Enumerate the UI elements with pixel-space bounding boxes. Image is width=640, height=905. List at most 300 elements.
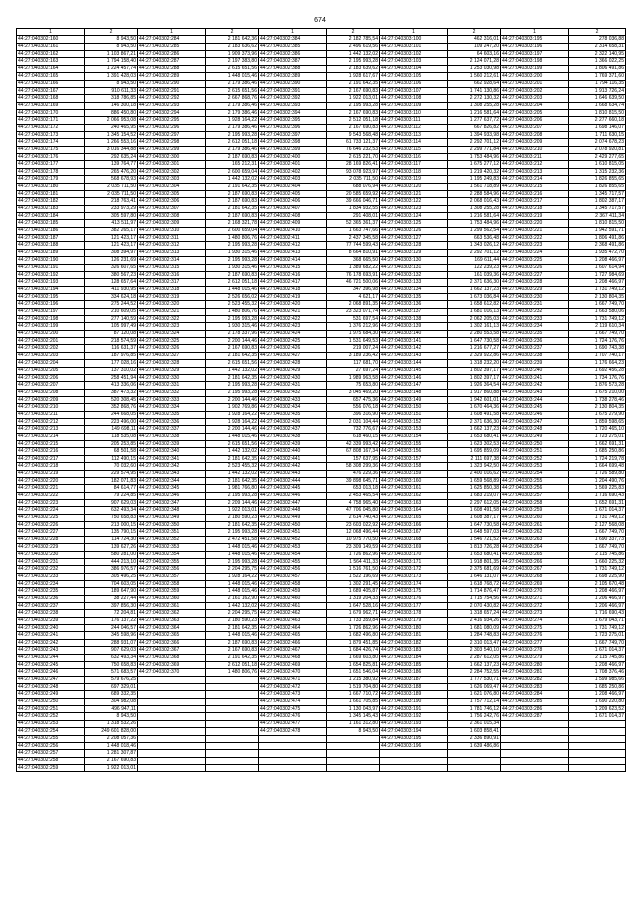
cadastral-value-cell: 2 179 386,46 — [206, 124, 259, 131]
cadastral-value-cell: 657 475,36 — [327, 396, 380, 403]
table-row — [17, 338, 626, 345]
table-row — [17, 257, 626, 264]
cadastral-value-cell: 1 667 749,70 — [569, 639, 626, 646]
cadastral-value-cell: 1 922 013,01 — [327, 95, 380, 102]
cadastral-number-cell: 44:27:040303:207 — [501, 124, 569, 131]
cadastral-number-cell: 44:27:040302:184 — [17, 212, 85, 219]
cadastral-value-cell: 2 105 670,48 — [569, 580, 626, 587]
cadastral-number-cell: 44:27:040302:213 — [17, 426, 85, 433]
cadastral-number-cell: 44:27:040303:130 — [380, 257, 448, 264]
cadastral-number-cell: 44:27:040302:291 — [138, 87, 206, 94]
cadastral-number-cell: 44:27:040302:209 — [17, 396, 85, 403]
cadastral-number-cell: 44:27:040303:248 — [501, 426, 569, 433]
cadastral-value-cell: 122 239,23 — [448, 264, 501, 271]
cadastral-number-cell: 44:27:040302:171 — [17, 117, 85, 124]
cadastral-number-cell: 44:27:040302:478 — [259, 728, 327, 735]
cadastral-number-cell: 44:27:040302:307 — [138, 205, 206, 212]
cadastral-number-cell: 44:27:040302:423 — [259, 323, 327, 330]
cadastral-number-cell: 44:27:040302:220 — [17, 477, 85, 484]
cadastral-value-cell: 2 181 642,35 — [206, 205, 259, 212]
cadastral-number-cell: 44:27:040302:249 — [17, 691, 85, 698]
cadastral-number-cell: 44:27:040303:145 — [380, 367, 448, 374]
cadastral-number-cell: 44:27:040302:462 — [259, 610, 327, 617]
table-row — [17, 617, 626, 624]
cadastral-number-cell: 44:27:040302:303 — [138, 176, 206, 183]
cadastral-number-cell: 44:27:040302:257 — [17, 750, 85, 757]
cadastral-number-cell: 44:27:040303:190 — [380, 698, 448, 705]
table-row — [17, 345, 626, 352]
cadastral-value-cell — [206, 757, 259, 764]
cadastral-number-cell: 44:27:040302:392 — [259, 95, 327, 102]
cadastral-value-cell: 2 068 016,43 — [448, 198, 501, 205]
cadastral-value-cell: 2 195 993,28 — [206, 529, 259, 536]
cadastral-number-cell: 44:27:040303:134 — [380, 286, 448, 293]
cadastral-value-cell: 1 208 466,97 — [569, 257, 626, 264]
table-row — [17, 176, 626, 183]
cadastral-number-cell: 44:27:040303:252 — [501, 455, 569, 462]
cadastral-value-cell: 1 448 018,46 — [85, 742, 138, 749]
cadastral-number-cell: 44:27:040302:300 — [138, 154, 206, 161]
cadastral-value-cell: 42 339 993,42 — [327, 441, 380, 448]
cadastral-value-cell: 27 697,24 — [327, 367, 380, 374]
cadastral-number-cell: 44:27:040302:353 — [138, 544, 206, 551]
cadastral-number-cell: 44:27:040303:113 — [380, 132, 448, 139]
cadastral-value-cell: 2 292 701,12 — [448, 249, 501, 256]
cadastral-number-cell: 44:27:040302:319 — [138, 293, 206, 300]
cadastral-value-cell: 1 442 132,02 — [327, 51, 380, 58]
cadastral-value-cell: 182 071,83 — [85, 477, 138, 484]
cadastral-number-cell: 44:27:040303:284 — [501, 691, 569, 698]
cadastral-value-cell: 2 035 711,50 — [85, 190, 138, 197]
cadastral-value-cell: 334 624,18 — [85, 293, 138, 300]
cadastral-number-cell: 44:27:040302:241 — [17, 632, 85, 639]
cadastral-number-cell: 44:27:040302:425 — [259, 338, 327, 345]
table-row — [17, 639, 626, 646]
cadastral-number-cell: 44:27:040302:219 — [17, 470, 85, 477]
cadastral-value-cell: 1 618 768,72 — [448, 580, 501, 587]
cadastral-value-cell: 1 266 553,16 — [85, 139, 138, 146]
cadastral-number-cell: 44:27:040303:184 — [380, 654, 448, 661]
cadastral-number-cell: 44:27:040303:165 — [380, 514, 448, 521]
table-row — [17, 396, 626, 403]
cadastral-value-cell: 20 585 659,92 — [327, 190, 380, 197]
cadastral-value-cell: 1 720 465,10 — [569, 426, 626, 433]
cadastral-value-cell: 229 574,95 — [85, 470, 138, 477]
cadastral-number-cell: 44:27:040302:450 — [259, 522, 327, 529]
cadastral-value-cell: 1 671 014,37 — [569, 713, 626, 720]
cadastral-number-cell: 44:27:040302:413 — [259, 249, 327, 256]
cadastral-number-cell: 44:27:040303:226 — [501, 264, 569, 271]
cadastral-number-cell: 44:27:040303:112 — [380, 124, 448, 131]
cadastral-number-cell: 44:27:040302:320 — [138, 301, 206, 308]
cadastral-number-cell: 44:27:040302:322 — [138, 316, 206, 323]
cadastral-value-cell: 476 229,36 — [327, 470, 380, 477]
cadastral-value-cell: 8 943,50 — [327, 728, 380, 735]
cadastral-number-cell: 44:27:040303:177 — [380, 603, 448, 610]
cadastral-number-cell: 44:27:040302:295 — [138, 117, 206, 124]
cadastral-number-cell: 44:27:040302:226 — [17, 522, 85, 529]
cadastral-value-cell: 1 708 376,46 — [569, 669, 626, 676]
cadastral-value-cell: 1 690 220,80 — [569, 698, 626, 705]
cadastral-number-cell: 44:27:040302:407 — [259, 205, 327, 212]
cadastral-number-cell: 44:27:040302:341 — [138, 455, 206, 462]
cadastral-number-cell: 44:27:040303:279 — [501, 654, 569, 661]
cadastral-number-cell: 44:27:040302:449 — [259, 514, 327, 521]
cadastral-number-cell: 44:27:040302:410 — [259, 227, 327, 234]
cadastral-number-cell: 44:27:040303:117 — [380, 161, 448, 168]
table-row — [17, 588, 626, 595]
cadastral-number-cell: 44:27:040302:433 — [259, 396, 327, 403]
cadastral-number-cell: 44:27:040302:337 — [138, 426, 206, 433]
cadastral-number-cell: 44:27:040302:206 — [17, 374, 85, 381]
table-row — [17, 507, 626, 514]
cadastral-number-cell: 44:27:040303:193 — [380, 720, 448, 727]
cadastral-value-cell: 2 612 051,18 — [206, 661, 259, 668]
cadastral-number-cell: 44:27:040302:180 — [17, 183, 85, 190]
cadastral-value-cell: 2 204 295,75 — [206, 566, 259, 573]
cadastral-number-cell: 44:27:040303:125 — [380, 220, 448, 227]
cadastral-value-cell: 9 543 568,48 — [327, 132, 380, 139]
cadastral-number-cell: 44:27:040303:157 — [380, 455, 448, 462]
cadastral-number-cell: 44:27:040303:116 — [380, 154, 448, 161]
cadastral-value-cell: 1 569 225,83 — [569, 485, 626, 492]
cadastral-value-cell: 189 647,90 — [85, 588, 138, 595]
table-row — [17, 87, 626, 94]
cadastral-value-cell: 2 078 920,81 — [569, 146, 626, 153]
cadastral-number-cell: 44:27:040303:192 — [380, 713, 448, 720]
cadastral-number-cell: 44:27:040303:159 — [380, 470, 448, 477]
cadastral-value-cell: 662 928,64 — [448, 80, 501, 87]
cadastral-value-cell: 1 277 637,72 — [448, 117, 501, 124]
cadastral-value-cell: 1 560 212,61 — [448, 73, 501, 80]
cadastral-number-cell: 44:27:040303:174 — [380, 580, 448, 587]
cadastral-value-cell: 1 726 862,96 — [327, 625, 380, 632]
cadastral-number-cell: 44:27:040302:454 — [259, 551, 327, 558]
cadastral-number-cell: 44:27:040303:263 — [501, 536, 569, 543]
column-header: 2 — [85, 29, 138, 36]
table-row — [17, 632, 626, 639]
cadastral-number-cell: 44:27:040302:255 — [17, 735, 85, 742]
cadastral-number-cell: 44:27:040302:361 — [138, 603, 206, 610]
cadastral-number-cell: 44:27:040302:473 — [259, 691, 327, 698]
cadastral-number-cell: 44:27:040303:104 — [380, 65, 448, 72]
cadastral-value-cell: 396 316,90 — [327, 411, 380, 418]
cadastral-number-cell: 44:27:040303:271 — [501, 595, 569, 602]
cadastral-number-cell: 44:27:040303:105 — [380, 73, 448, 80]
cadastral-value-cell: 1 695 859,09 — [448, 448, 501, 455]
cadastral-number-cell: 44:27:040302:340 — [138, 448, 206, 455]
cadastral-value-cell: 2 288 584,96 — [448, 190, 501, 197]
cadastral-number-cell: 44:27:040302:163 — [17, 58, 85, 65]
cadastral-value-cell: 1 727 984,69 — [569, 271, 626, 278]
cadastral-number-cell: 44:27:040303:253 — [501, 463, 569, 470]
cadastral-value-cell: 1 731 749,12 — [569, 316, 626, 323]
cadastral-number-cell: 44:27:040303:286 — [501, 706, 569, 713]
cadastral-value-cell: 1 647 730,58 — [448, 522, 501, 529]
cadastral-number-cell: 44:27:040303:156 — [380, 448, 448, 455]
cadastral-value-cell: 1 802 397,17 — [448, 374, 501, 381]
cadastral-number-cell: 44:27:040303:256 — [501, 485, 569, 492]
cadastral-number-cell: 44:27:040302:456 — [259, 566, 327, 573]
cadastral-number-cell: 44:27:040302:323 — [138, 323, 206, 330]
cadastral-number-cell: 44:27:040302:333 — [138, 396, 206, 403]
cadastral-value-cell: 2 181 642,35 — [206, 352, 259, 359]
cadastral-value-cell: 2 195 993,28 — [327, 58, 380, 65]
cadastral-value-cell — [569, 764, 626, 771]
cadastral-number-cell: 44:27:040303:167 — [380, 529, 448, 536]
cadastral-number-cell: 44:27:040302:256 — [17, 742, 85, 749]
cadastral-number-cell — [138, 713, 206, 720]
cadastral-value-cell: 520 308,45 — [85, 396, 138, 403]
cadastral-value-cell: 1 879 451,85 — [327, 639, 380, 646]
cadastral-number-cell: 44:27:040303:131 — [380, 264, 448, 271]
cadastral-number-cell: 44:27:040302:400 — [259, 154, 327, 161]
table-row — [17, 470, 626, 477]
cadastral-value-cell: 23 603 022,92 — [327, 522, 380, 529]
table-row — [17, 316, 626, 323]
cadastral-value-cell: 1 621 076,80 — [448, 691, 501, 698]
cadastral-number-cell: 44:27:040303:287 — [501, 713, 569, 720]
cadastral-number-cell: 44:27:040302:403 — [259, 176, 327, 183]
cadastral-value-cell: 291 408,01 — [327, 212, 380, 219]
table-row — [17, 750, 626, 757]
cadastral-value-cell — [206, 728, 259, 735]
cadastral-value-cell: 149 698,11 — [85, 426, 138, 433]
cadastral-number-cell: 44:27:040303:215 — [501, 183, 569, 190]
cadastral-number-cell: 44:27:040303:144 — [380, 360, 448, 367]
cadastral-value-cell: 1 781 746,12 — [448, 706, 501, 713]
cadastral-number-cell: 44:27:040303:196 — [501, 43, 569, 50]
cadastral-value-cell: 1 917 860,88 — [448, 389, 501, 396]
cadastral-number-cell: 44:27:040302:166 — [17, 80, 85, 87]
cadastral-value-cell: 2 161 162,90 — [206, 595, 259, 602]
cadastral-number-cell: 44:27:040302:457 — [259, 573, 327, 580]
table-row — [17, 271, 626, 278]
cadastral-number-cell: 44:27:040303:245 — [501, 404, 569, 411]
cadastral-number-cell: 44:27:040303:265 — [501, 551, 569, 558]
table-row — [17, 205, 626, 212]
cadastral-number-cell: 44:27:040303:121 — [380, 190, 448, 197]
cadastral-value-cell: 1 448 015,46 — [206, 551, 259, 558]
cadastral-number-cell: 44:27:040302:287 — [138, 58, 206, 65]
cadastral-value-cell: 1 302 291,45 — [327, 580, 380, 587]
cadastral-number-cell: 44:27:040303:209 — [501, 139, 569, 146]
cadastral-number-cell: 44:27:040303:164 — [380, 507, 448, 514]
cadastral-value-cell: 1 975 684,30 — [327, 330, 380, 337]
cadastral-number-cell: 44:27:040303:178 — [380, 610, 448, 617]
cadastral-number-cell: 44:27:040302:259 — [17, 764, 85, 771]
cadastral-number-cell: 44:27:040302:396 — [259, 124, 327, 131]
cadastral-value-cell: 1 928 164,22 — [206, 411, 259, 418]
cadastral-value-cell: 2 368 491,86 — [569, 242, 626, 249]
table-row — [17, 139, 626, 146]
cadastral-value-cell: 444 213,10 — [85, 558, 138, 565]
cadastral-number-cell: 44:27:040303:228 — [501, 279, 569, 286]
cadastral-value-cell: 1 918 801,35 — [448, 558, 501, 565]
cadastral-number-cell: 44:27:040302:288 — [138, 65, 206, 72]
table-row — [17, 558, 626, 565]
cadastral-number-cell — [259, 750, 327, 757]
table-row — [17, 264, 626, 271]
cadastral-value-cell: 1 653 680,41 — [448, 551, 501, 558]
cadastral-number-cell: 44:27:040302:416 — [259, 271, 327, 278]
cadastral-value-cell: 1 667 749,70 — [569, 301, 626, 308]
cadastral-value-cell: 1 662 137,23 — [448, 286, 501, 293]
cadastral-value-cell: 618 460,15 — [327, 433, 380, 440]
cadastral-value-cell: 1 302 161,13 — [448, 323, 501, 330]
cadastral-number-cell — [501, 757, 569, 764]
cadastral-number-cell: 44:27:040302:406 — [259, 198, 327, 205]
column-header: 1 — [259, 29, 327, 36]
cadastral-value-cell: 38 227,44 — [85, 595, 138, 602]
table-row — [17, 728, 626, 735]
cadastral-value-cell: 1 685 250,86 — [569, 448, 626, 455]
cadastral-value-cell: 411 930,95 — [85, 286, 138, 293]
cadastral-number-cell: 44:27:040302:395 — [259, 117, 327, 124]
cadastral-value-cell: 1 448 015,46 — [206, 433, 259, 440]
cadastral-value-cell — [206, 750, 259, 757]
cadastral-number-cell: 44:27:040302:348 — [138, 507, 206, 514]
cadastral-number-cell: 44:27:040303:142 — [380, 345, 448, 352]
cadastral-number-cell: 44:27:040302:438 — [259, 433, 327, 440]
cadastral-value-cell: 2 195 993,28 — [206, 382, 259, 389]
table-row — [17, 441, 626, 448]
cadastral-number-cell: 44:27:040302:231 — [17, 558, 85, 565]
cadastral-value-cell: 1 935 472,70 — [569, 249, 626, 256]
table-row — [17, 595, 626, 602]
cadastral-number-cell: 44:27:040302:325 — [138, 338, 206, 345]
cadastral-number-cell: 44:27:040303:114 — [380, 139, 448, 146]
table-row — [17, 146, 626, 153]
cadastral-number-cell: 44:27:040302:232 — [17, 566, 85, 573]
cadastral-value-cell: 380 567,23 — [85, 271, 138, 278]
cadastral-number-cell: 44:27:040302:428 — [259, 360, 327, 367]
cadastral-number-cell: 44:27:040303:221 — [501, 227, 569, 234]
cadastral-value-cell: 1 777 530,71 — [448, 676, 501, 683]
cadastral-value-cell: 688 076,94 — [327, 183, 380, 190]
cadastral-value-cell: 1 660 225,32 — [569, 558, 626, 565]
cadastral-number-cell: 44:27:040302:331 — [138, 382, 206, 389]
cadastral-number-cell: 44:27:040302:471 — [259, 676, 327, 683]
cadastral-number-cell: 44:27:040303:237 — [501, 345, 569, 352]
cadastral-number-cell: 44:27:040302:335 — [138, 411, 206, 418]
cadastral-value-cell — [206, 676, 259, 683]
cadastral-number-cell — [138, 676, 206, 683]
cadastral-value-cell: 305 597,80 — [85, 212, 138, 219]
table-row — [17, 661, 626, 668]
cadastral-value-cell: 2 119 610,34 — [569, 323, 626, 330]
cadastral-value-cell: 886 450,80 — [85, 109, 138, 116]
cadastral-value-cell: 1 681 016,13 — [448, 308, 501, 315]
cadastral-value-cell: 28 169 826,41 — [327, 161, 380, 168]
cadastral-value-cell: 1 806 491,86 — [569, 65, 626, 72]
cadastral-number-cell: 44:27:040302:304 — [138, 183, 206, 190]
cadastral-value-cell: 2 195 993,28 — [206, 316, 259, 323]
cadastral-number-cell: 44:27:040302:388 — [259, 65, 327, 72]
cadastral-value-cell: 2 195 993,28 — [206, 558, 259, 565]
cadastral-value-cell: 1 208 466,97 — [569, 279, 626, 286]
cadastral-value-cell: 2 066 953,08 — [85, 117, 138, 124]
table-row — [17, 109, 626, 116]
cadastral-value-cell: 1 480 806,76 — [206, 669, 259, 676]
cadastral-value-cell: 1 608 387,17 — [448, 514, 501, 521]
cadastral-number-cell — [380, 764, 448, 771]
cadastral-value-cell: 68 501,58 — [85, 448, 138, 455]
cadastral-value-cell: 1 679 043,71 — [569, 617, 626, 624]
cadastral-number-cell: 44:27:040303:266 — [501, 558, 569, 565]
cadastral-value-cell: 244 046,57 — [85, 625, 138, 632]
cadastral-number-cell: 44:27:040302:248 — [17, 683, 85, 690]
cadastral-value-cell: 1 318 532,26 — [85, 720, 138, 727]
cadastral-value-cell: 177 028,16 — [85, 360, 138, 367]
table-row — [17, 308, 626, 315]
cadastral-value-cell: 23 309 149,59 — [327, 544, 380, 551]
cadastral-number-cell: 44:27:040302:197 — [17, 308, 85, 315]
cadastral-value-cell: 1 607 614,94 — [569, 264, 626, 271]
cadastral-value-cell: 2 181 642,36 — [206, 36, 259, 43]
table-row — [17, 198, 626, 205]
cadastral-number-cell: 44:27:040303:162 — [380, 492, 448, 499]
cadastral-number-cell: 44:27:040303:261 — [501, 522, 569, 529]
table-row — [17, 433, 626, 440]
table-row — [17, 580, 626, 587]
cadastral-number-cell: 44:27:040303:170 — [380, 551, 448, 558]
cadastral-value-cell: 1 756 242,76 — [448, 713, 501, 720]
cadastral-value-cell: 39 898 645,71 — [327, 477, 380, 484]
cadastral-number-cell: 44:27:040303:127 — [380, 235, 448, 242]
cadastral-value-cell: 93 078 923,97 — [327, 168, 380, 175]
cadastral-value-cell: 1 599 985,66 — [569, 676, 626, 683]
cadastral-number-cell: 44:27:040302:174 — [17, 139, 85, 146]
cadastral-value-cell: 1 753 484,96 — [448, 154, 501, 161]
cadastral-value-cell: 1 723 275,01 — [569, 632, 626, 639]
cadastral-number-cell — [138, 735, 206, 742]
cadastral-number-cell — [259, 735, 327, 742]
cadastral-number-cell: 44:27:040303:137 — [380, 308, 448, 315]
cadastral-value-cell: 2 187 690,83 — [206, 198, 259, 205]
cadastral-value-cell: 2 178 337,96 — [206, 330, 259, 337]
cadastral-number-cell: 44:27:040302:421 — [259, 308, 327, 315]
cadastral-value-cell: 2 429 277,65 — [569, 154, 626, 161]
cadastral-number-cell: 44:27:040303:227 — [501, 271, 569, 278]
cadastral-number-cell — [138, 706, 206, 713]
cadastral-number-cell: 44:27:040303:198 — [501, 58, 569, 65]
cadastral-value-cell: 1 726 589,80 — [569, 470, 626, 477]
cadastral-number-cell: 44:27:040302:350 — [138, 522, 206, 529]
cadastral-number-cell: 44:27:040302:242 — [17, 639, 85, 646]
cadastral-number-cell: 44:27:040303:240 — [501, 367, 569, 374]
cadastral-number-cell: 44:27:040302:453 — [259, 544, 327, 551]
cadastral-number-cell: 44:27:040302:243 — [17, 647, 85, 654]
cadastral-number-cell: 44:27:040303:153 — [380, 426, 448, 433]
cadastral-number-cell: 44:27:040302:230 — [17, 551, 85, 558]
cadastral-number-cell: 44:27:040302:189 — [17, 249, 85, 256]
cadastral-number-cell: 44:27:040303:244 — [501, 396, 569, 403]
cadastral-number-cell — [138, 691, 206, 698]
cadastral-value-cell: 1 661 705,85 — [327, 698, 380, 705]
cadastral-number-cell: 44:27:040303:234 — [501, 323, 569, 330]
table-row — [17, 419, 626, 426]
cadastral-value-cell: 2 200 144,46 — [206, 426, 259, 433]
cadastral-value-cell: 1 219 420,32 — [448, 168, 501, 175]
cadastral-number-cell: 44:27:040302:254 — [17, 728, 85, 735]
cadastral-value-cell: 1 209 623,52 — [569, 706, 626, 713]
cadastral-number-cell: 44:27:040302:240 — [17, 625, 85, 632]
cadastral-number-cell: 44:27:040303:197 — [501, 51, 569, 58]
cadastral-number-cell: 44:27:040302:412 — [259, 242, 327, 249]
cadastral-value-cell: 1 876 573,28 — [569, 382, 626, 389]
cadastral-number-cell: 44:27:040302:460 — [259, 595, 327, 602]
